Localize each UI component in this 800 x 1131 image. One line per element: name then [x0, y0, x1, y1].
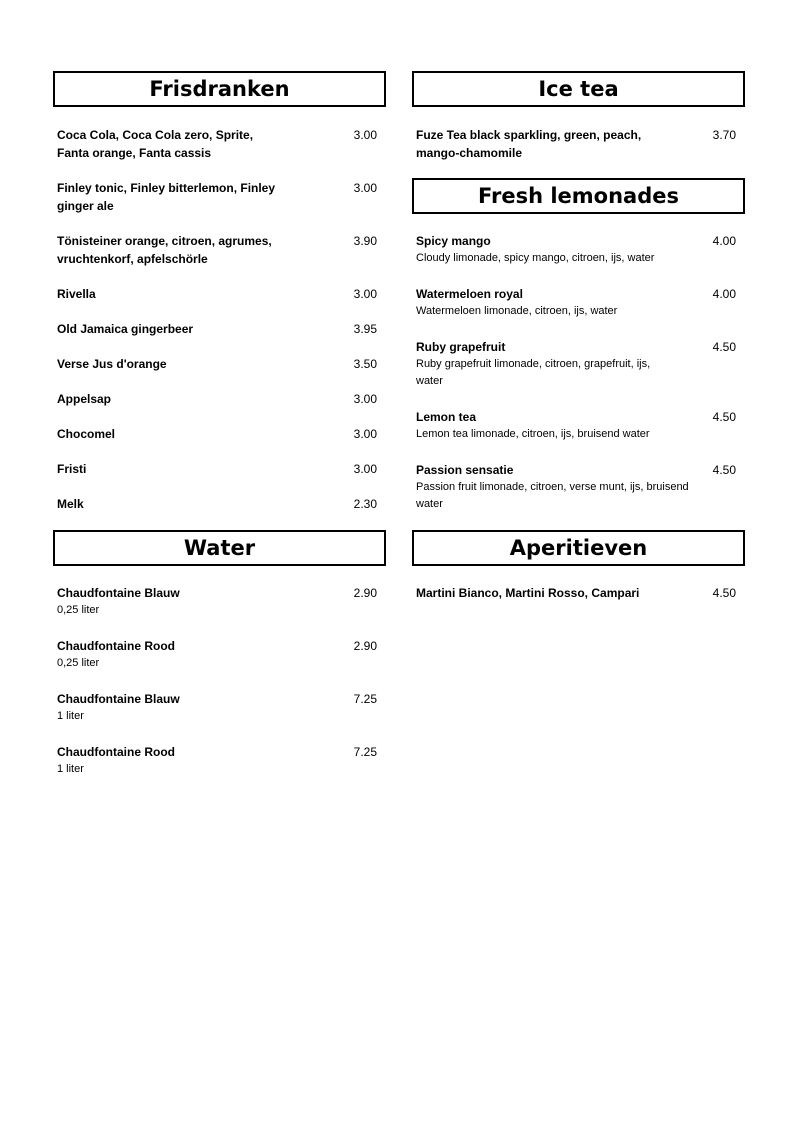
- item-name: Coca Cola, Coca Cola zero, Sprite, Fanta orange, Fanta cassis: [57, 128, 254, 160]
- section-title: Water: [53, 530, 386, 566]
- item-name: Fristi: [57, 462, 87, 476]
- item-description: Watermeloen limonade, citroen, ijs, water: [416, 305, 618, 317]
- section-title: Aperitieven: [412, 530, 745, 566]
- item-price: 3.95: [353, 322, 377, 336]
- item-price: 7.25: [353, 692, 377, 706]
- item-description: Cloudy limonade, spicy mango, citroen, ijs, water: [416, 252, 655, 264]
- item-price: 4.00: [712, 287, 736, 301]
- item-description: Lemon tea limonade, citroen, ijs, bruisend water: [416, 428, 650, 440]
- item-name: Verse Jus d'orange: [57, 357, 167, 371]
- item-price: 3.00: [353, 181, 377, 195]
- menu-item: [57, 584, 377, 619]
- menu-item: [416, 584, 736, 602]
- section-ice-tea: [412, 71, 745, 171]
- item-name: Passion sensatie: [416, 463, 514, 477]
- item-price: 7.25: [353, 745, 377, 759]
- item-name: Fuze Tea black sparkling, green, peach, mango-chamomile: [416, 128, 642, 160]
- item-price: 4.00: [712, 234, 736, 248]
- item-name: Appelsap: [57, 392, 112, 406]
- item-name: Ruby grapefruit: [416, 340, 506, 354]
- item-description: Ruby grapefruit limonade, citroen, grapefruit, ijs, water: [416, 358, 651, 387]
- section-frisdranken: [53, 71, 386, 521]
- menu-item: [57, 460, 377, 478]
- menu-item: [416, 461, 736, 513]
- item-description: 0,25 liter: [57, 657, 100, 669]
- item-price: 4.50: [712, 410, 736, 424]
- item-price: 3.00: [353, 427, 377, 441]
- item-price: 4.50: [712, 340, 736, 354]
- item-price: 3.70: [712, 128, 736, 142]
- menu-item: [57, 495, 377, 513]
- item-name: Finley tonic, Finley bitterlemon, Finley ginger ale: [57, 181, 276, 213]
- menu-item: [57, 743, 377, 778]
- item-description: 1 liter: [57, 710, 84, 722]
- item-name: Spicy mango: [416, 234, 491, 248]
- item-price: 2.90: [353, 586, 377, 600]
- menu-item: [416, 338, 736, 390]
- section-title: Frisdranken: [53, 71, 386, 107]
- item-name: Chaudfontaine Blauw: [57, 586, 180, 600]
- menu-item: [57, 179, 377, 215]
- menu-item: [57, 320, 377, 338]
- item-name: Chaudfontaine Rood: [57, 745, 175, 759]
- section-aperitieven: [412, 530, 745, 630]
- item-name: Old Jamaica gingerbeer: [57, 322, 194, 336]
- item-description: Passion fruit limonade, citroen, verse munt, ijs, bruisend water: [416, 481, 689, 510]
- menu-item: [57, 637, 377, 672]
- menu-item: [57, 126, 377, 162]
- section-title: Ice tea: [412, 71, 745, 107]
- item-price: 2.30: [353, 497, 377, 511]
- item-name: Martini Bianco, Martini Rosso, Campari: [416, 586, 640, 600]
- section-water: [53, 530, 386, 790]
- item-name: Rivella: [57, 287, 96, 301]
- item-name: Melk: [57, 497, 84, 511]
- item-price: 3.00: [353, 392, 377, 406]
- item-price: 3.90: [353, 234, 377, 248]
- menu-item: [57, 355, 377, 373]
- menu-item: [57, 690, 377, 725]
- menu-item: [416, 126, 736, 162]
- menu-item: [57, 425, 377, 443]
- menu-item: [416, 285, 736, 320]
- menu-item: [57, 232, 377, 268]
- item-price: 3.00: [353, 462, 377, 476]
- item-price: 3.00: [353, 287, 377, 301]
- section-title: Fresh lemonades: [412, 178, 745, 214]
- item-name: Chocomel: [57, 427, 116, 441]
- item-description: 0,25 liter: [57, 604, 100, 616]
- item-price: 3.00: [353, 128, 377, 142]
- item-price: 2.90: [353, 639, 377, 653]
- menu-item: [416, 408, 736, 443]
- item-name: Chaudfontaine Blauw: [57, 692, 180, 706]
- item-name: Lemon tea: [416, 410, 477, 424]
- section-fresh-lemonades: [412, 178, 745, 518]
- menu-item: [57, 285, 377, 303]
- item-price: 4.50: [712, 586, 736, 600]
- item-name: Chaudfontaine Rood: [57, 639, 175, 653]
- item-name: Watermeloen royal: [416, 287, 523, 301]
- item-description: 1 liter: [57, 763, 84, 775]
- menu-item: [57, 390, 377, 408]
- menu-item: [416, 232, 736, 267]
- item-price: 3.50: [353, 357, 377, 371]
- item-name: Tönisteiner orange, citroen, agrumes, vruchtenkorf, apfelschörle: [57, 234, 272, 266]
- item-price: 4.50: [712, 463, 736, 477]
